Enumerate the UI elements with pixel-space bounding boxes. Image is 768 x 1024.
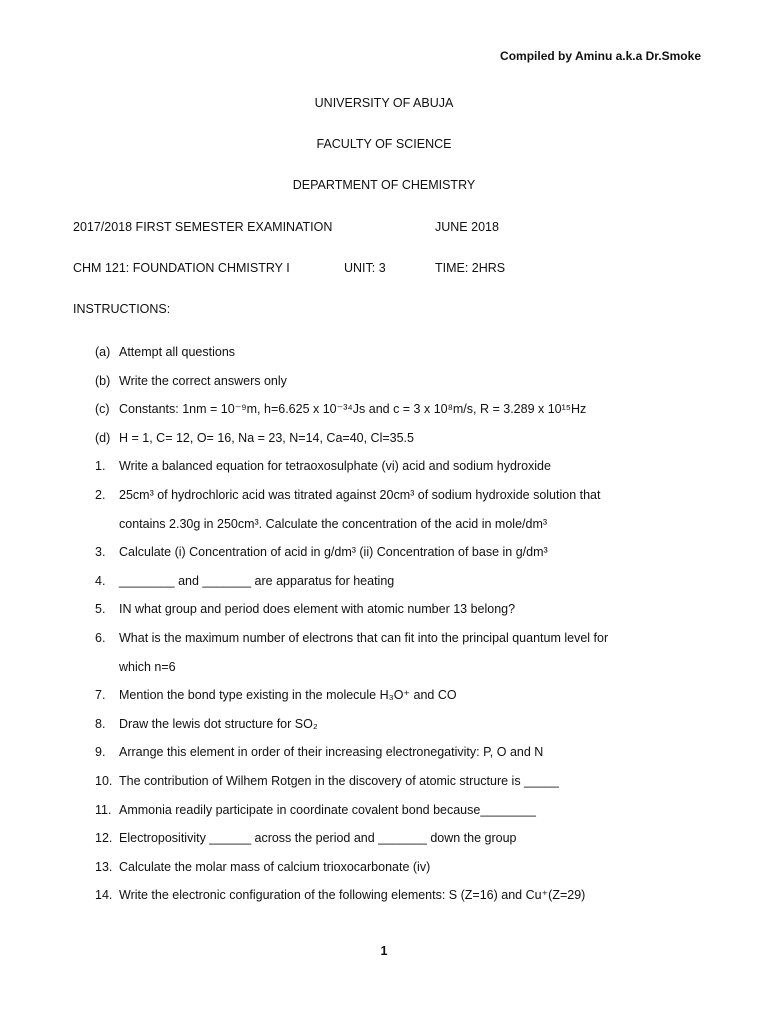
item-marker: 4. <box>95 573 106 588</box>
question-item <box>95 853 695 882</box>
item-marker: 14. <box>95 888 113 903</box>
course-time: TIME: 2HRS <box>435 261 506 275</box>
item-marker: 1. <box>95 459 106 474</box>
question-item <box>95 624 695 653</box>
item-text: H = 1, C= 12, O= 16, Na = 23, N=14, Ca=40, Cl=35.5 <box>119 430 414 445</box>
question-item <box>95 710 695 739</box>
item-text: Mention the bond type existing in the molecule H₃O⁺ and CO <box>119 688 457 703</box>
item-marker: 11. <box>95 802 112 817</box>
item-text: Write the correct answers only <box>119 373 287 388</box>
item-marker: (b) <box>95 373 111 388</box>
item-text: Ammonia readily participate in coordinate covalent bond because________ <box>119 802 536 817</box>
item-marker: (d) <box>95 430 111 445</box>
item-marker: 7. <box>95 688 106 703</box>
instruction-item <box>95 424 695 453</box>
question-item <box>95 681 695 710</box>
item-text: Write the electronic configuration of the following elements: S (Z=16) and Cu⁺(Z=29) <box>119 888 586 903</box>
item-text: IN what group and period does element with atomic number 13 belong? <box>119 602 516 617</box>
faculty-heading: FACULTY OF SCIENCE <box>316 137 452 151</box>
item-marker: 10. <box>95 773 113 788</box>
question-item <box>95 738 695 767</box>
item-marker: 5. <box>95 602 106 617</box>
compiled-by-note: Compiled by Aminu a.k.a Dr.Smoke <box>500 49 701 63</box>
question-item <box>95 881 695 910</box>
exam-date: JUNE 2018 <box>435 220 499 234</box>
instruction-item <box>95 395 695 424</box>
item-text: Arrange this element in order of their increasing electronegativity: P, O and N <box>119 745 544 760</box>
item-text: Calculate the molar mass of calcium trioxocarbonate (iv) <box>119 859 431 874</box>
item-text: Electropositivity ______ across the period and _______ down the group <box>119 831 517 846</box>
item-marker: 6. <box>95 630 106 645</box>
course-info-row <box>73 261 506 275</box>
item-marker: 12. <box>95 831 113 846</box>
question-continuation <box>95 510 695 539</box>
exam-title: 2017/2018 FIRST SEMESTER EXAMINATION <box>73 220 333 234</box>
question-item <box>95 538 695 567</box>
page-number: 1 <box>380 944 388 958</box>
item-marker: 3. <box>95 545 106 560</box>
item-text: ________ and _______ are apparatus for heating <box>119 573 395 588</box>
item-marker: (c) <box>95 402 110 417</box>
item-marker: 2. <box>95 487 106 502</box>
question-item <box>95 481 695 510</box>
university-heading: UNIVERSITY OF ABUJA <box>314 96 454 110</box>
instructions-heading: INSTRUCTIONS: <box>73 302 171 316</box>
question-list <box>95 338 695 910</box>
item-text: contains 2.30g in 250cm³. Calculate the concentration of the acid in mole/dm³ <box>119 516 548 531</box>
exam-info-row <box>73 220 499 234</box>
item-text: which n=6 <box>119 659 176 674</box>
question-item <box>95 824 695 853</box>
item-marker: 9. <box>95 745 106 760</box>
item-text: Draw the lewis dot structure for SO₂ <box>119 716 318 731</box>
instruction-item <box>95 367 695 396</box>
question-item <box>95 567 695 596</box>
item-text: 25cm³ of hydrochloric acid was titrated against 20cm³ of sodium hydroxide solution that <box>119 487 601 502</box>
course-unit: UNIT: 3 <box>344 261 386 275</box>
question-item <box>95 767 695 796</box>
question-item <box>95 595 695 624</box>
item-text: Attempt all questions <box>119 345 236 359</box>
item-text: The contribution of Wilhem Rotgen in the discovery of atomic structure is _____ <box>119 773 559 788</box>
course-name: CHM 121: FOUNDATION CHMISTRY I <box>73 261 290 275</box>
department-heading: DEPARTMENT OF CHEMISTRY <box>292 178 476 192</box>
item-text: Calculate (i) Concentration of acid in g/dm³ (ii) Concentration of base in g/dm³ <box>119 545 548 560</box>
question-item <box>95 452 695 481</box>
question-continuation <box>95 653 695 682</box>
item-text: Constants: 1nm = 10⁻⁹m, h=6.625 x 10⁻³⁴Js and c = 3 x 10⁸m/s, R = 3.289 x 10¹⁵Hz <box>119 402 587 417</box>
item-marker: 13. <box>95 859 113 874</box>
item-text: Write a balanced equation for tetraoxosulphate (vi) acid and sodium hydroxide <box>119 459 551 474</box>
item-text: What is the maximum number of electrons that can fit into the principal quantum level for <box>119 630 609 645</box>
instruction-item <box>95 338 695 367</box>
item-marker: (a) <box>95 345 111 359</box>
question-item <box>95 796 695 825</box>
item-marker: 8. <box>95 716 106 731</box>
